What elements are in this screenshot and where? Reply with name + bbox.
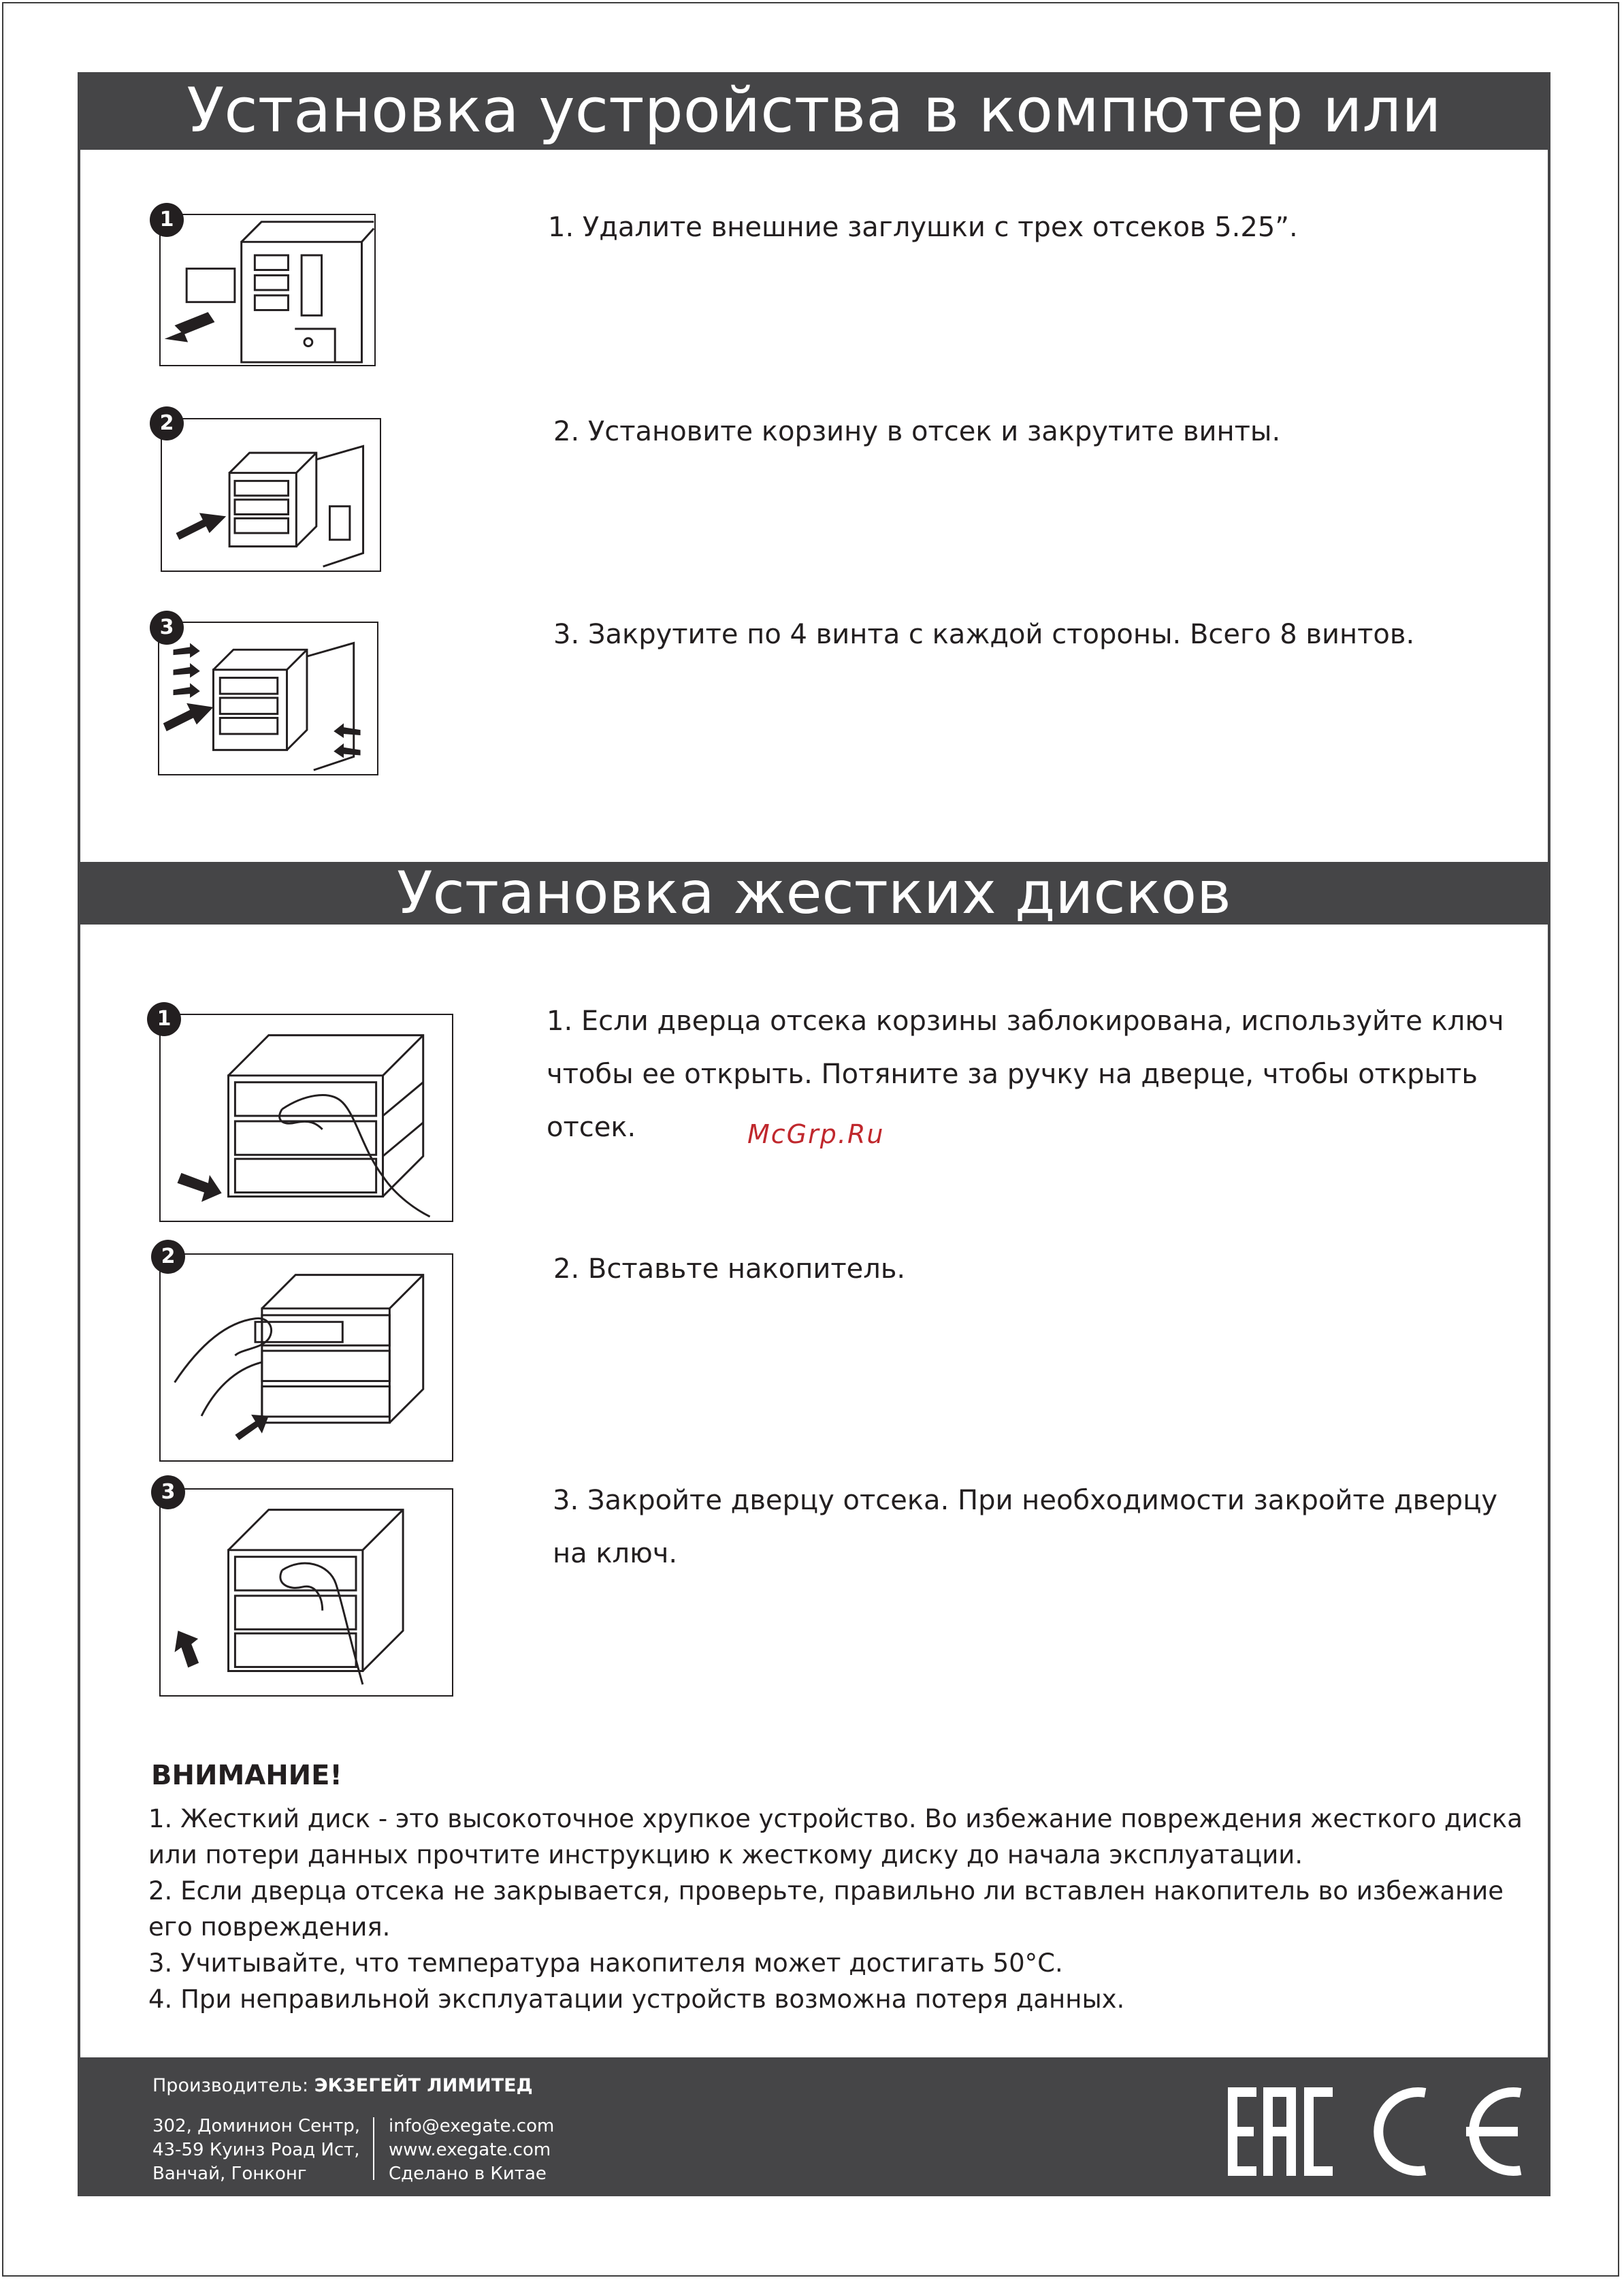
eac-ce-marks-icon bbox=[1221, 2081, 1561, 2183]
warning-list bbox=[148, 1801, 1537, 2017]
figure-insert-cage bbox=[161, 418, 381, 572]
footer bbox=[78, 2057, 1550, 2196]
address-line: Ванчай, Гонконг bbox=[152, 2164, 307, 2184]
cage-illustration-2 bbox=[161, 1255, 452, 1460]
warning-line: 1. Жесткий диск - это высокоточное хрупкое устройство. Во избежание повреждения жесткого диска bbox=[148, 1804, 1523, 1833]
figure-insert-drive bbox=[159, 1253, 453, 1462]
case-illustration-2 bbox=[162, 419, 380, 571]
hdd-step3-line2: на ключ. bbox=[553, 1538, 678, 1569]
figure-remove-covers bbox=[159, 214, 376, 366]
hdd-step1-line2: чтобы ее открыть. Потяните за ручку на дверце, чтобы открыть bbox=[547, 1059, 1478, 1090]
manufacturer-label: Производитель: bbox=[152, 2075, 314, 2096]
address-line: 43-59 Куинз Роад Ист, bbox=[152, 2140, 360, 2160]
address-line: 302, Доминион Сентр, bbox=[152, 2116, 361, 2136]
warning-line: 4. При неправильной эксплуатации устройств возможна потеря данных. bbox=[148, 1985, 1125, 2014]
hdd-step3-line1: 3. Закройте дверцу отсека. При необходимости закройте дверцу bbox=[553, 1485, 1498, 1516]
contact-email[interactable]: info@exegate.com bbox=[389, 2116, 555, 2136]
hdd-step1-line1: 1. Если дверца отсека корзины заблокирована, используйте ключ bbox=[547, 1006, 1504, 1037]
case-illustration-3 bbox=[159, 623, 377, 774]
step2-text: 2. Установите корзину в отсек и закрутите винты. bbox=[553, 416, 1281, 447]
step-badge-3: 3 bbox=[150, 611, 184, 645]
figure-open-door bbox=[159, 1014, 453, 1222]
step-badge-2: 2 bbox=[150, 406, 184, 440]
cage-illustration-1 bbox=[161, 1015, 452, 1221]
footer-divider bbox=[373, 2117, 374, 2180]
made-in: Сделано в Китае bbox=[389, 2164, 547, 2184]
hdd-step2-line1: 2. Вставьте накопитель. bbox=[553, 1253, 906, 1285]
step-badge-1b: 1 bbox=[147, 1002, 181, 1036]
figure-screws bbox=[158, 622, 378, 775]
warning-line: 2. Если дверца отсека не закрывается, проверьте, правильно ли вставлен накопитель во избежание bbox=[148, 1876, 1504, 1906]
case-illustration-1 bbox=[161, 215, 374, 365]
watermark: McGrp.Ru bbox=[747, 1119, 885, 1149]
step3-text: 3. Закрутите по 4 винта с каждой стороны. Всего 8 винтов. bbox=[553, 619, 1415, 650]
step-badge-2b: 2 bbox=[151, 1240, 185, 1274]
warning-line: 3. Учитывайте, что температура накопителя может достигать 50°C. bbox=[148, 1948, 1063, 1978]
contacts bbox=[389, 2115, 554, 2186]
hdd-step1-line3: отсек. bbox=[547, 1112, 636, 1143]
cage-illustration-3 bbox=[161, 1490, 452, 1695]
warning-line: или потери данных прочтите инструкцию к жесткому диску до начала эксплуатации. bbox=[148, 1840, 1303, 1869]
section2-title: Установка жестких дисков bbox=[78, 862, 1550, 925]
manufacturer-name: ЭКЗЕГЕЙТ ЛИМИТЕД bbox=[314, 2075, 533, 2096]
warning-title: ВНИМАНИЕ! bbox=[151, 1760, 342, 1791]
section1-title: Установка устройства в компютер или сервер bbox=[78, 72, 1550, 150]
step-badge-1: 1 bbox=[150, 203, 184, 237]
contact-website[interactable]: www.exegate.com bbox=[389, 2140, 551, 2160]
step-badge-3b: 3 bbox=[151, 1475, 185, 1509]
address bbox=[152, 2115, 360, 2186]
warning-line: его повреждения. bbox=[148, 1912, 391, 1942]
manufacturer bbox=[152, 2075, 533, 2096]
figure-close-door bbox=[159, 1488, 453, 1697]
step1-text: 1. Удалите внешние заглушки с трех отсеков 5.25”. bbox=[548, 212, 1298, 243]
